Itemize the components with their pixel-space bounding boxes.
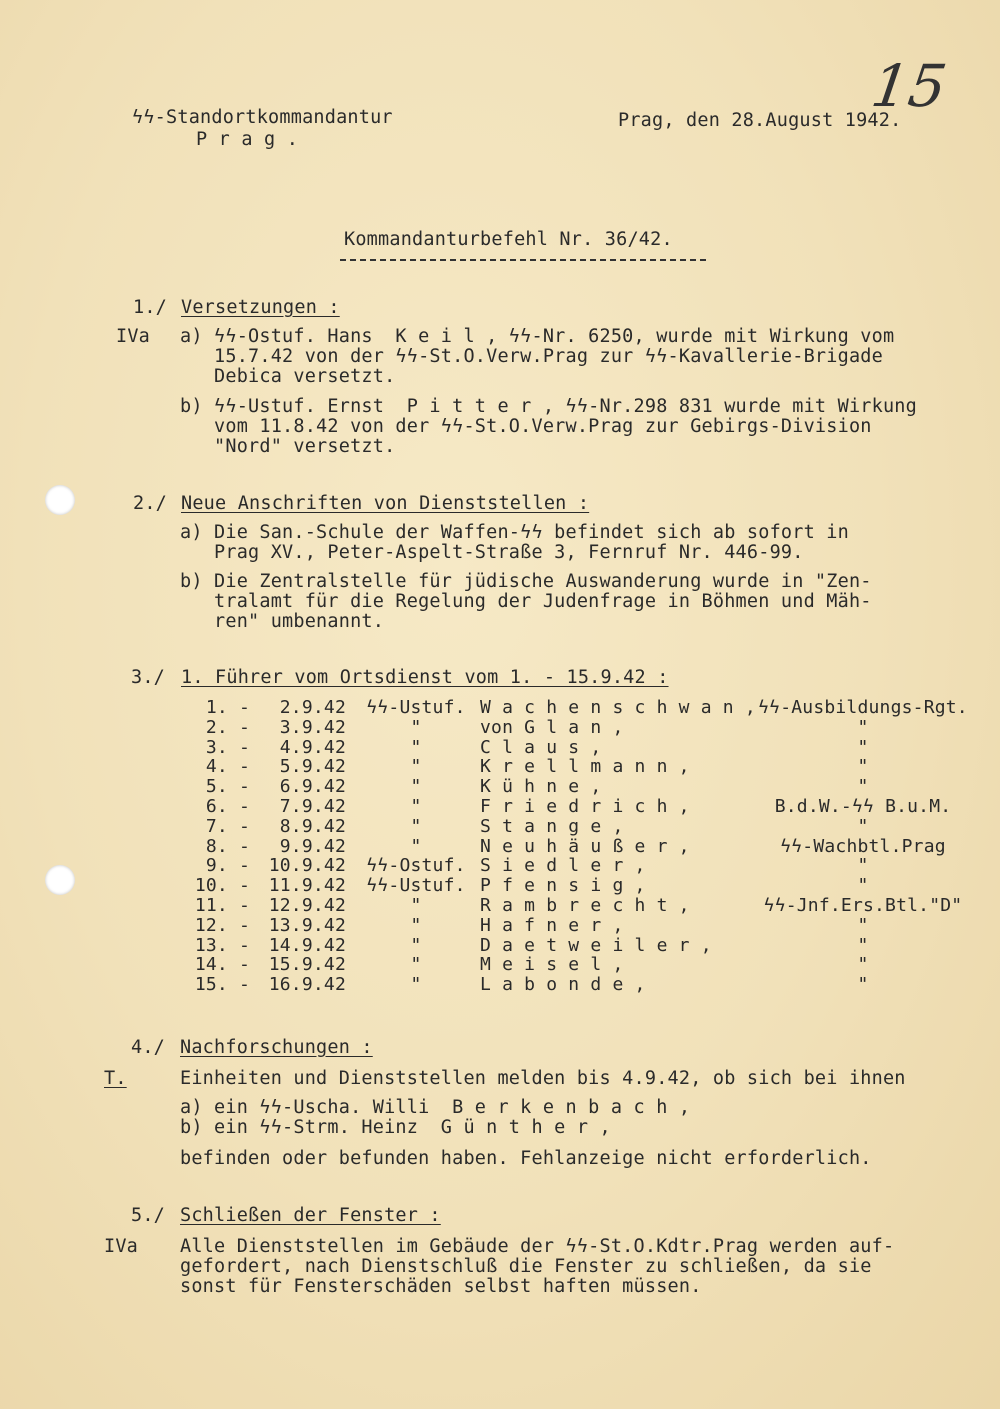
roster-cell-rank: " <box>410 796 422 817</box>
roster-cell-from: 9. - <box>205 855 250 877</box>
punch-hole-top <box>45 485 75 515</box>
roster-cell-unit: " <box>857 875 869 897</box>
section-2a-line-2: Prag XV., Peter-Aspelt-Straße 3, Fernruf Nr. 446-99. <box>180 542 804 563</box>
section-3-number: 3./ <box>131 667 166 688</box>
roster-cell-to: 3.9.42 <box>279 716 346 738</box>
roster-cell-from: 5. - <box>205 776 250 798</box>
roster-cell-from: 13. - <box>194 934 250 956</box>
roster-cell-name: P f e n s i g , <box>480 875 646 897</box>
section-1a-line-3: Debica versetzt. <box>180 366 396 387</box>
roster-cell-from: 12. - <box>194 914 250 936</box>
roster-cell-rank: " <box>410 895 422 916</box>
roster-cell-from: 14. - <box>194 954 250 976</box>
roster-cell-from: 10. - <box>194 875 250 897</box>
section-3-heading: 1. Führer vom Ortsdienst vom 1. - 15.9.42 : <box>181 667 669 688</box>
section-2b-line-3: ren" umbenannt. <box>180 611 385 632</box>
handwritten-page-number: 15 <box>867 52 951 120</box>
roster-cell-name: F r i e d r i c h , <box>480 796 690 817</box>
roster-cell-to: 6.9.42 <box>279 776 346 798</box>
roster-cell-unit: " <box>857 934 869 956</box>
roster-cell-from: 1. - <box>205 697 250 718</box>
roster-cell-name: S t a n g e , <box>480 815 624 837</box>
section-5-line-3: sonst für Fensterschäden selbst haften müssen. <box>180 1276 702 1297</box>
section-5-margin-note: IVa <box>104 1236 139 1257</box>
sender-line-1: ϟϟ-Standortkommandantur <box>132 107 393 128</box>
roster-cell-unit: B.d.W.-ϟϟ B.u.M. <box>774 796 952 817</box>
roster-cell-to: 7.9.42 <box>279 796 346 817</box>
roster-cell-name: N e u h ä u ß e r , <box>480 835 690 857</box>
roster-cell-rank: " <box>410 756 422 778</box>
roster-cell-unit: " <box>857 855 869 877</box>
title-underline <box>340 259 706 261</box>
place-date: Prag, den 28.August 1942. <box>618 110 902 131</box>
section-4-number: 4./ <box>131 1037 166 1058</box>
roster-cell-unit: " <box>857 815 869 837</box>
roster-cell-unit: " <box>857 974 869 996</box>
section-5-line-1: Alle Dienststellen im Gebäude der ϟϟ-St.O.Kdtr.Prag werden auf- <box>180 1236 895 1257</box>
roster-cell-name: L a b o n d e , <box>480 974 646 996</box>
roster-cell-name: W a c h e n s c h w a n , <box>480 697 756 718</box>
roster-cell-from: 7. - <box>205 815 250 837</box>
section-5-line-2: gefordert, nach Dienstschluß die Fenster zu schließen, da sie <box>180 1256 872 1277</box>
section-4-item-b: b) ein ϟϟ-Strm. Heinz G ü n t h e r , <box>180 1117 611 1138</box>
roster-cell-rank: " <box>410 716 422 738</box>
roster-cell-name: S i e d l e r , <box>480 855 646 877</box>
roster-cell-from: 3. - <box>205 736 250 758</box>
section-1a-line-1: a) ϟϟ-Ostuf. Hans K e i l , ϟϟ-Nr. 6250, wurde mit Wirkung vom <box>180 326 895 347</box>
roster-cell-to: 4.9.42 <box>279 736 346 758</box>
sender-line-2: P r a g . <box>196 129 299 150</box>
roster-cell-rank: ϟϟ-Ustuf. <box>366 697 466 718</box>
roster-cell-unit: ϟϟ-Jnf.Ers.Btl."D" <box>763 895 963 916</box>
roster-cell-from: 11. - <box>194 895 250 916</box>
roster-cell-rank: " <box>410 974 422 996</box>
roster-cell-name: von G l a n , <box>480 716 624 738</box>
punch-hole-bottom <box>45 865 75 895</box>
roster-cell-unit: " <box>857 954 869 976</box>
roster-cell-to: 2.9.42 <box>279 697 346 718</box>
section-4-margin-note: T. <box>104 1068 127 1089</box>
roster-cell-rank: " <box>410 934 422 956</box>
section-1-heading: Versetzungen : <box>181 297 340 318</box>
roster-cell-to: 13.9.42 <box>268 914 346 936</box>
section-4-item-a: a) ein ϟϟ-Uscha. Willi B e r k e n b a c h , <box>180 1097 691 1118</box>
roster-cell-to: 5.9.42 <box>279 756 346 778</box>
roster-cell-to: 14.9.42 <box>268 934 346 956</box>
section-1b-line-3: "Nord" versetzt. <box>180 436 396 457</box>
roster-cell-unit: " <box>857 716 869 738</box>
document-title: Kommandanturbefehl Nr. 36/42. <box>344 229 673 250</box>
roster-cell-rank: " <box>410 736 422 758</box>
section-2b-line-1: b) Die Zentralstelle für jüdische Auswanderung wurde in "Zen- <box>180 571 872 592</box>
section-2-heading: Neue Anschriften von Dienststellen : <box>181 493 590 514</box>
roster-cell-from: 4. - <box>205 756 250 778</box>
roster-cell-name: K r e l l m a n n , <box>480 756 690 778</box>
roster-cell-to: 15.9.42 <box>268 954 346 976</box>
roster-cell-name: R a m b r e c h t , <box>480 895 690 916</box>
section-2-number: 2./ <box>133 493 168 514</box>
roster-cell-to: 9.9.42 <box>279 835 346 857</box>
roster-cell-from: 6. - <box>205 796 250 817</box>
roster-cell-rank: " <box>410 815 422 837</box>
section-5-heading: Schließen der Fenster : <box>180 1205 441 1226</box>
section-2b-line-2: tralamt für die Regelung der Judenfrage in Böhmen und Mäh- <box>180 591 872 612</box>
section-4-closing: befinden oder befunden haben. Fehlanzeige nicht erforderlich. <box>180 1148 872 1169</box>
section-1a-line-2: 15.7.42 von der ϟϟ-St.O.Verw.Prag zur ϟϟ-Kavallerie-Brigade <box>180 346 883 367</box>
roster-cell-from: 2. - <box>205 716 250 738</box>
roster-cell-unit: ϟϟ-Ausbildungs-Rgt. <box>758 697 968 718</box>
roster-cell-to: 16.9.42 <box>268 974 346 996</box>
roster-cell-from: 8. - <box>205 835 250 857</box>
section-1b-line-1: b) ϟϟ-Ustuf. Ernst P i t t e r , ϟϟ-Nr.298 831 wurde mit Wirkung <box>180 396 917 417</box>
roster-cell-to: 10.9.42 <box>268 855 346 877</box>
roster-cell-rank: ϟϟ-Ustuf. <box>366 875 466 897</box>
roster-cell-to: 12.9.42 <box>268 895 346 916</box>
roster-cell-unit: " <box>857 736 869 758</box>
roster-cell-name: C l a u s , <box>480 736 602 758</box>
section-4-intro: Einheiten und Dienststellen melden bis 4.9.42, ob sich bei ihnen <box>180 1068 906 1089</box>
section-1b-line-2: vom 11.8.42 von der ϟϟ-St.O.Verw.Prag zur Gebirgs-Division <box>180 416 872 437</box>
section-1-number: 1./ <box>133 297 168 318</box>
roster-cell-name: K ü h n e , <box>480 776 602 798</box>
roster-cell-rank: " <box>410 835 422 857</box>
roster-cell-to: 11.9.42 <box>268 875 346 897</box>
roster-cell-name: M e i s e l , <box>480 954 624 976</box>
roster-cell-unit: ϟϟ-Wachbtl.Prag <box>780 835 946 857</box>
section-1-margin-note: IVa <box>116 326 151 347</box>
section-5-number: 5./ <box>131 1205 166 1226</box>
roster-cell-rank: " <box>410 954 422 976</box>
roster-cell-rank: " <box>410 776 422 798</box>
roster-cell-rank: ϟϟ-Ostuf. <box>366 855 466 877</box>
roster-cell-from: 15. - <box>194 974 250 996</box>
section-2a-line-1: a) Die San.-Schule der Waffen-ϟϟ befindet sich ab sofort in <box>180 522 849 543</box>
roster-cell-unit: " <box>857 914 869 936</box>
roster-cell-to: 8.9.42 <box>279 815 346 837</box>
roster-cell-name: H a f n e r , <box>480 914 624 936</box>
roster-cell-rank: " <box>410 914 422 936</box>
roster-cell-unit: " <box>857 756 869 778</box>
roster-cell-name: D a e t w e i l e r , <box>480 934 712 956</box>
roster-cell-unit: " <box>857 776 869 798</box>
section-4-heading: Nachforschungen : <box>180 1037 373 1058</box>
